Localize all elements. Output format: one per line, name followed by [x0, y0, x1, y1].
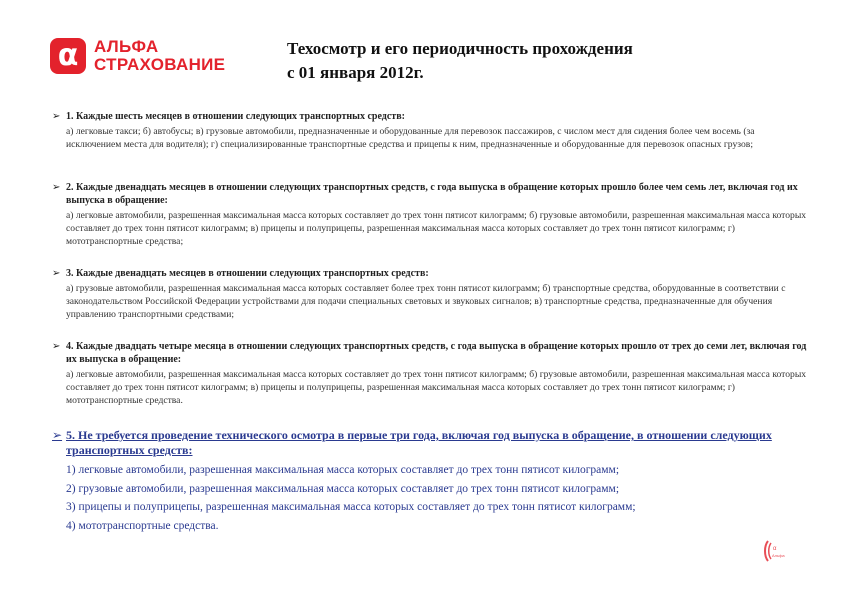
arrow-bullet-icon: ➢ [52, 341, 61, 352]
arrow-bullet-icon: ➢ [52, 182, 61, 193]
list-item-2 [52, 181, 812, 248]
item-line: 1) легковые автомобили, разрешенная максимальная масса которых составляет до трех тонн пятисот килограмм; [66, 464, 620, 476]
title-line-2: с 01 января 2012г. [287, 63, 424, 82]
logo-line-2: СТРАХОВАНИЕ [94, 55, 226, 74]
list-item-1 [52, 110, 812, 151]
stamp-logo-icon [762, 538, 790, 564]
list-item-4 [52, 340, 812, 407]
arrow-bullet-icon: ➢ [52, 268, 61, 279]
list-item-5 [52, 428, 812, 535]
item-body: а) легковые автомобили, разрешенная максимальная масса которых составляет до трех тонн пятисот килограмм; б) грузовые автомобили, разрешенная максимальная масса которых составляет до трех тонн пятисот килограмм; в) прицепы и полуприцепы, разрешенная максимальная масса которых составляет до трех тонн пятисот килограмм; г) мототранспортные средства. [66, 369, 807, 406]
svg-text:α: α [773, 546, 777, 552]
item-heading: 1. Каждые шесть месяцев в отношении следующих транспортных средств: [66, 111, 405, 122]
item-heading: 3. Каждые двенадцать месяцев в отношении следующих транспортных средств: [66, 268, 429, 279]
title-line-1: Техосмотр и его периодичность прохождения [287, 39, 633, 58]
arrow-bullet-icon: ➢ [52, 111, 61, 122]
company-stamp [762, 538, 790, 564]
page-title [287, 37, 633, 85]
item-line: 3) прицепы и полуприцепы, разрешенная максимальная масса которых составляет до трех тонн пятисот килограмм; [66, 501, 636, 513]
item-heading: 5. Не требуется проведение технического осмотра в первые три года, включая год выпуска в обращение, в отношении следующих транспортных средств: [66, 428, 772, 457]
logo-line-1: АЛЬФА [94, 37, 159, 56]
item-heading: 4. Каждые двадцать четыре месяца в отношении следующих транспортных средств, с года выпуска в обращение которых прошло от трех до семи лет, включая год их выпуска в обращение: [66, 341, 807, 365]
item-line: 4) мототранспортные средства. [66, 519, 219, 532]
company-logo [50, 38, 225, 74]
item-body: а) легковые такси; б) автобусы; в) грузовые автомобили, предназначенные и оборудованные для перевозок пассажиров, с числом мест для сидения более чем восемь (за исключением места для водителя); г) специализированные транспортные средства и прицепы к ним, предназначенные и оборудованные для перевозок опасных грузов; [66, 126, 755, 150]
logo-text [94, 38, 225, 74]
svg-text:Альфа: Альфа [772, 553, 785, 558]
item-line: 2) грузовые автомобили, разрешенная максимальная масса которых составляет до трех тонн пятисот килограмм; [66, 482, 620, 495]
item-body: а) легковые автомобили, разрешенная максимальная масса которых составляет до трех тонн пятисот килограмм; б) грузовые автомобили, разрешенная максимальная масса которых составляет до трех тонн пятисот килограмм; в) прицепы и полуприцепы, разрешенная максимальная масса которых составляет до трех тонн пятисот килограмм; г) мототранспортные средства; [66, 210, 807, 247]
item-heading: 2. Каждые двенадцать месяцев в отношении следующих транспортных средств, с года выпуска в обращение которых прошло более чем семь лет, включая год их выпуска в обращение: [66, 182, 798, 206]
item-body: а) грузовые автомобили, разрешенная максимальная масса которых составляет более трех тонн пятисот килограмм; б) транспортные средства, оборудованные в соответствии с законодательством Российской Федерации устройствами для подачи специальных световых и звуковых сигналов; в) транспортные средства, предназначенные для обучения управлению транспортными средствами; [66, 283, 786, 320]
arrow-bullet-icon: ➢ [52, 428, 63, 442]
list-item-3 [52, 267, 812, 321]
alpha-logo-icon: α [50, 38, 86, 74]
